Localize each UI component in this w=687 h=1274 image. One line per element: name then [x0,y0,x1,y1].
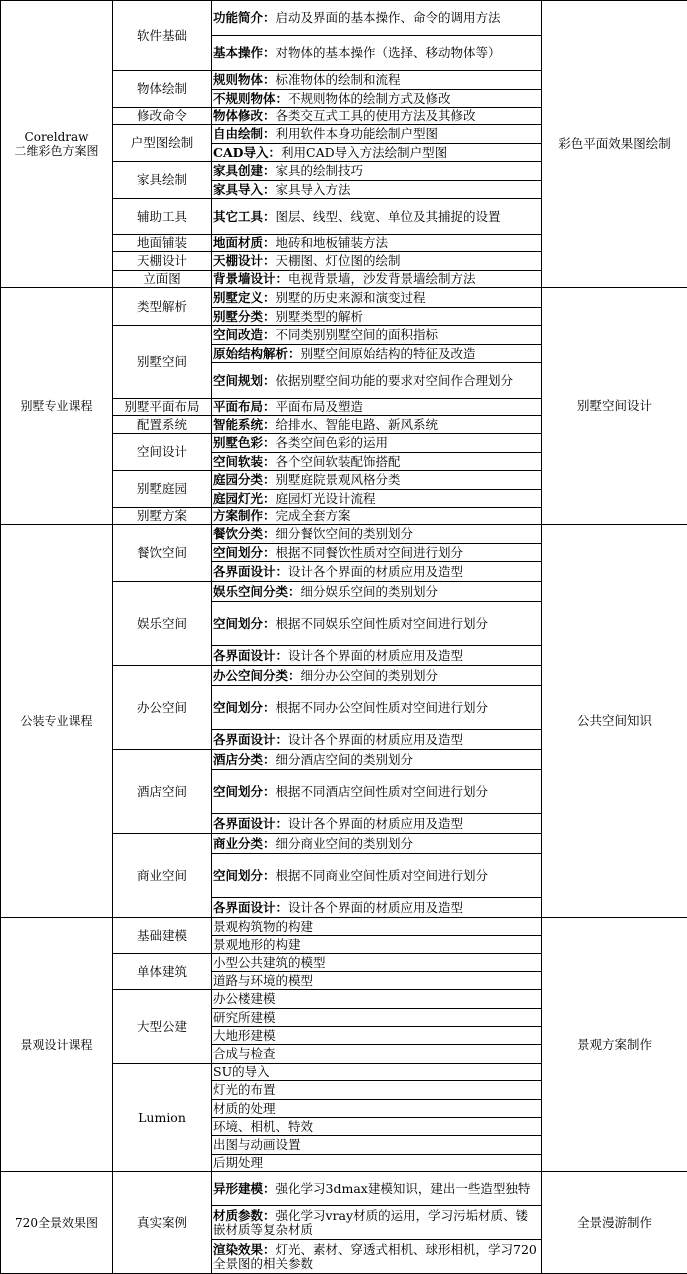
module-item-cell [212,1136,542,1155]
course-name-line: 二维彩色方案图 [2,144,111,158]
item-text: 办公楼建模 [213,991,276,1006]
module-name-cell: 户型图绘制 [113,125,212,162]
item-label: 空间划分： [213,868,276,883]
item-text: 各类交互式工具的使用方法及其修改 [276,108,476,123]
item-label: 天棚设计： [213,253,276,268]
module-name-cell: 地面铺装 [113,235,212,252]
course-name-line: 720全景效果图 [2,1216,111,1230]
item-text: 别墅庭院景观风格分类 [276,472,401,487]
item-text: 地砖和地板铺装方法 [276,235,389,250]
curriculum-table-body [1,1,687,1274]
module-item-cell [212,936,542,954]
item-label: 别墅色彩： [213,435,276,450]
item-text: 各个空间软装配饰搭配 [276,454,401,469]
item-text: 给排水、智能电路、新风系统 [276,417,439,432]
module-item-cell [212,490,542,508]
module-item-cell [212,1027,542,1045]
module-name-cell: 别墅庭园 [113,471,212,508]
course-name-line: Coreldraw [2,130,111,144]
module-name-cell: 酒店空间 [113,750,212,834]
item-text: 依据别墅空间功能的要求对空间作合理划分 [276,373,514,388]
module-item-cell [212,162,542,181]
item-text: 细分酒店空间的类别划分 [276,752,414,767]
module-item-cell [212,990,542,1009]
module-item-cell [212,345,542,363]
module-item-cell [212,1118,542,1136]
item-label: 商业分类： [213,836,276,851]
table-row [1,918,687,936]
module-name-cell: 类型解析 [113,288,212,326]
item-label: 家具导入： [213,182,276,197]
module-name-cell: 真实案例 [113,1172,212,1274]
module-item-cell [212,1100,542,1118]
module-name-cell: 别墅空间 [113,326,212,399]
module-item-cell [212,453,542,471]
item-text: 研究所建模 [213,1010,276,1025]
item-label: 空间划分： [213,616,276,631]
module-item-cell [212,666,542,686]
item-label: 智能系统： [213,417,276,432]
course-name-cell [1,525,113,918]
item-text: 出图与动画设置 [213,1137,301,1152]
item-text: 后期处理 [213,1155,263,1170]
item-text: 大地形建模 [213,1028,276,1043]
module-item-cell [212,181,542,199]
item-text: 启动及界面的基本操作、命令的调用方法 [276,10,501,25]
module-name-cell: 单体建筑 [113,954,212,990]
course-name-line: 景观设计课程 [2,1038,111,1052]
module-item-cell [212,1172,542,1206]
module-item-cell [212,271,542,288]
item-text: SU的导入 [213,1064,270,1079]
module-item-cell [212,646,542,666]
item-text: 细分餐饮空间的类别划分 [276,526,414,541]
module-item-cell [212,71,542,90]
module-item-cell [212,308,542,326]
item-text: 材质的处理 [213,1101,276,1116]
item-text: 合成与检查 [213,1046,276,1061]
module-item-cell [212,582,542,602]
module-name-cell: 家具绘制 [113,162,212,199]
item-label: 各界面设计： [213,816,288,831]
module-item-cell [212,399,542,416]
item-text: 别墅类型的解析 [276,309,364,324]
module-name-cell: 软件基础 [113,1,212,71]
item-text: 不规则物体的绘制方式及修改 [288,91,451,106]
item-label: 各界面设计： [213,732,288,747]
table-row [1,525,687,544]
item-text: 图层、线型、线宽、单位及其捕捉的设置 [276,209,501,224]
module-item-cell [212,125,542,144]
item-label: 家具创建： [213,163,276,178]
item-text: 利用软件本身功能绘制户型图 [276,126,439,141]
item-text: 电视背景墙，沙发背景墙绘制方法 [288,271,476,286]
item-text: 景观构筑物的构建 [213,919,313,934]
module-name-cell: 餐饮空间 [113,525,212,582]
item-text: 设计各个界面的材质应用及造型 [288,564,463,579]
module-item-cell [212,90,542,108]
item-text: 设计各个界面的材质应用及造型 [288,816,463,831]
item-label: 办公空间分类： [213,668,301,683]
module-item-cell [212,1155,542,1172]
module-name-cell: 空间设计 [113,434,212,471]
item-label: 异形建模： [213,1181,276,1196]
module-name-cell: 修改命令 [113,108,212,125]
module-name-cell: 办公空间 [113,666,212,750]
module-item-cell [212,144,542,162]
item-text: 庭园灯光设计流程 [276,491,376,506]
item-text: 设计各个界面的材质应用及造型 [288,732,463,747]
module-name-cell: 物体绘制 [113,71,212,108]
item-text: 利用CAD导入方法绘制户型图 [281,145,447,160]
item-text: 小型公共建筑的模型 [213,955,326,970]
module-item-cell [212,1064,542,1081]
module-name-cell: 别墅平面布局 [113,399,212,416]
item-label: 物体修改： [213,108,276,123]
course-name-cell [1,288,113,525]
module-item-cell [212,363,542,399]
module-name-cell: 配置系统 [113,416,212,434]
module-item-cell [212,918,542,936]
module-item-cell [212,954,542,972]
table-row [1,288,687,308]
item-label: 餐饮分类： [213,526,276,541]
item-text: 灯光、素材、穿透式相机、球形相机，学习720全景图的相关参数 [213,1242,537,1271]
item-text: 细分办公空间的类别划分 [301,668,439,683]
item-label: 空间划分： [213,545,276,560]
module-name-cell: 辅助工具 [113,199,212,235]
module-item-cell [212,898,542,918]
module-item-cell [212,834,542,854]
course-name-cell [1,918,113,1172]
item-label: 空间划分： [213,700,276,715]
item-label: CAD导入： [213,145,281,160]
item-label: 别墅定义： [213,290,276,305]
item-label: 原始结构解析： [213,346,301,361]
item-text: 平面布局及塑造 [276,399,364,414]
item-label: 空间划分： [213,784,276,799]
item-text: 根据不同娱乐空间性质对空间进行划分 [276,616,489,631]
item-text: 完成全套方案 [276,508,351,523]
module-item-cell [212,854,542,898]
item-label: 各界面设计： [213,648,288,663]
item-label: 庭园分类： [213,472,276,487]
item-text: 道路与环境的模型 [213,973,313,988]
course-name-cell [1,1172,113,1274]
module-name-cell: 娱乐空间 [113,582,212,666]
item-text: 景观地形的构建 [213,937,301,952]
item-text: 细分商业空间的类别划分 [276,836,414,851]
course-name-cell [1,1,113,288]
item-label: 规则物体： [213,72,276,87]
module-item-cell [212,562,542,582]
item-text: 家具的绘制技巧 [276,163,364,178]
table-row [1,1172,687,1206]
item-label: 方案制作： [213,508,276,523]
module-item-cell [212,1,542,36]
item-text: 别墅空间原始结构的特征及改造 [301,346,476,361]
module-item-cell [212,416,542,434]
item-label: 地面材质： [213,235,276,250]
module-item-cell [212,471,542,490]
module-name-cell: 立面图 [113,271,212,288]
item-text: 根据不同酒店空间性质对空间进行划分 [276,784,489,799]
item-label: 庭园灯光： [213,491,276,506]
item-text: 环境、相机、特效 [213,1119,313,1134]
item-label: 平面布局： [213,399,276,414]
item-text: 根据不同餐饮性质对空间进行划分 [276,545,464,560]
item-label: 功能简介： [213,10,276,25]
module-item-cell [212,730,542,750]
outcome-cell: 全景漫游制作 [542,1172,687,1274]
item-text: 家具导入方法 [276,182,351,197]
item-label: 各界面设计： [213,900,288,915]
item-label: 别墅分类： [213,309,276,324]
item-text: 设计各个界面的材质应用及造型 [288,900,463,915]
course-name-line: 公装专业课程 [2,714,111,728]
item-label: 自由绘制： [213,126,276,141]
module-item-cell [212,686,542,730]
module-item-cell [212,326,542,345]
module-name-cell: 商业空间 [113,834,212,918]
item-label: 不规则物体： [213,91,288,106]
item-text: 灯光的布置 [213,1082,276,1097]
item-label: 酒店分类： [213,752,276,767]
module-item-cell [212,108,542,125]
outcome-cell: 彩色平面效果图绘制 [542,1,687,288]
module-item-cell [212,972,542,990]
module-name-cell: Lumion [113,1064,212,1172]
item-label: 其它工具： [213,209,276,224]
item-text: 根据不同商业空间性质对空间进行划分 [276,868,489,883]
item-label: 空间规划： [213,373,276,388]
module-item-cell [212,199,542,235]
item-text: 不同类别别墅空间的面积指标 [276,327,439,342]
module-name-cell: 天棚设计 [113,252,212,271]
table-row [1,1,687,36]
module-item-cell [212,525,542,544]
item-text: 对物体的基本操作（选择、移动物体等） [276,45,501,60]
module-name-cell: 基础建模 [113,918,212,954]
module-item-cell [212,544,542,562]
module-item-cell [212,235,542,252]
outcome-cell: 景观方案制作 [542,918,687,1172]
module-item-cell [212,602,542,646]
item-label: 空间软装： [213,454,276,469]
module-item-cell [212,508,542,525]
item-text: 别墅的历史来源和演变过程 [276,290,426,305]
module-item-cell [212,814,542,834]
module-item-cell [212,1045,542,1064]
item-label: 空间改造： [213,327,276,342]
module-item-cell [212,1081,542,1100]
item-label: 基本操作： [213,45,276,60]
module-name-cell: 别墅方案 [113,508,212,525]
module-item-cell [212,36,542,71]
outcome-cell: 公共空间知识 [542,525,687,918]
module-item-cell [212,770,542,814]
module-item-cell [212,252,542,271]
module-name-cell: 大型公建 [113,990,212,1064]
item-text: 标准物体的绘制和流程 [276,72,401,87]
item-text: 设计各个界面的材质应用及造型 [288,648,463,663]
module-item-cell [212,434,542,453]
module-item-cell [212,288,542,308]
course-name-line: 别墅专业课程 [2,399,111,413]
item-text: 强化学习3dmax建模知识，建出一些造型独特 [276,1181,531,1196]
module-item-cell [212,1206,542,1240]
item-label: 各界面设计： [213,564,288,579]
item-text: 根据不同办公空间性质对空间进行划分 [276,700,489,715]
outcome-cell: 别墅空间设计 [542,288,687,525]
item-label: 渲染效果： [213,1242,276,1257]
item-text: 细分娱乐空间的类别划分 [301,584,439,599]
item-label: 娱乐空间分类： [213,584,301,599]
item-text: 天棚图、灯位图的绘制 [276,253,401,268]
module-item-cell [212,1240,542,1274]
item-text: 各类空间色彩的运用 [276,435,389,450]
item-label: 背景墙设计： [213,271,288,286]
module-item-cell [212,1009,542,1027]
module-item-cell [212,750,542,770]
item-text: 强化学习vray材质的运用，学习污垢材质、镂嵌材质等复杂材质 [213,1208,528,1237]
item-label: 材质参数： [213,1208,276,1223]
